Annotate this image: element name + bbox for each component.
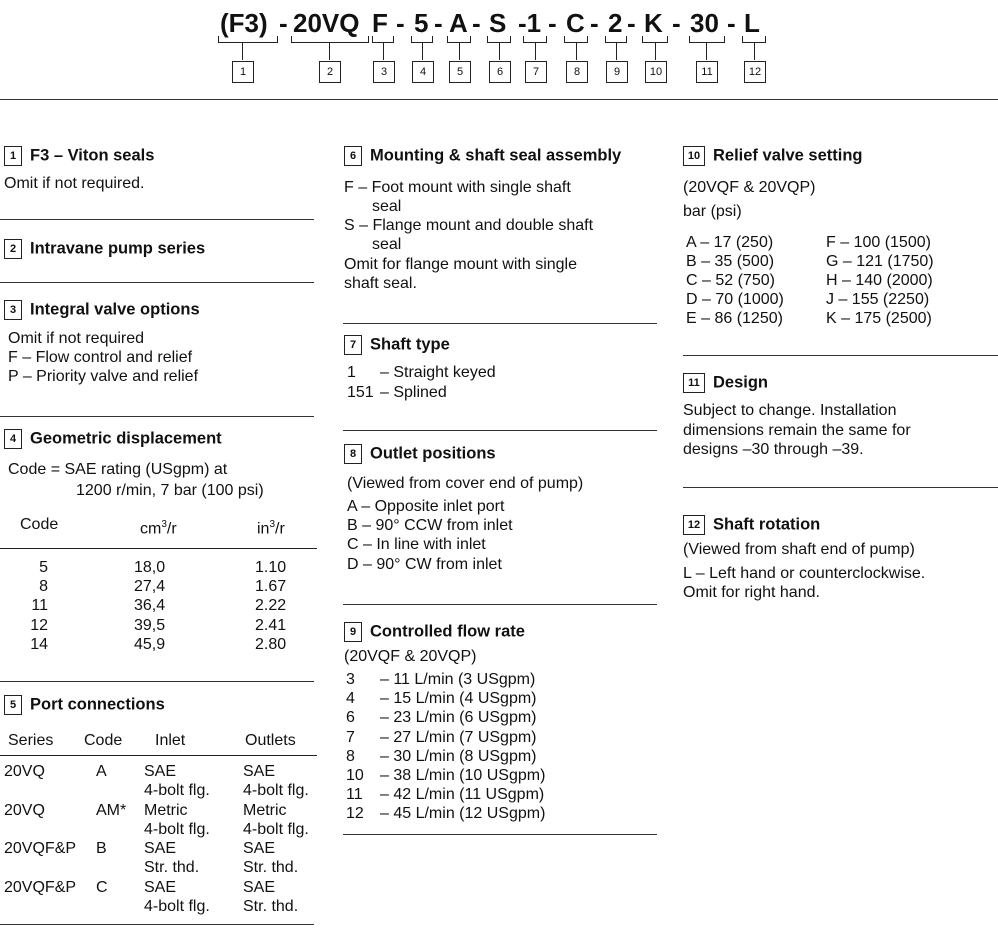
table-cell: 4-bolt flg.: [144, 782, 210, 799]
code-dash: -: [727, 8, 736, 38]
code-box-7: 7: [525, 61, 547, 83]
section-12-title: 12 Shaft rotation: [683, 515, 820, 535]
table-cell: 20VQF&P: [4, 879, 77, 896]
table-cell: SAE: [144, 840, 177, 857]
section-4-title: 4 Geometric displacement: [4, 429, 222, 449]
code-seg-series: 20VQ: [293, 8, 360, 38]
section-9-code: 11: [346, 786, 363, 803]
section-number-box: 1: [4, 146, 22, 166]
section-divider: [343, 834, 657, 835]
code-box-10: 10: [645, 61, 667, 83]
table-header: $in^3/r$: [257, 519, 285, 538]
section-3-text: F – Flow control and relief: [8, 349, 193, 366]
section-6-text: shaft seal.: [344, 275, 417, 292]
section-9-code: 10: [346, 767, 364, 784]
relief-code: H – 140 (2000): [826, 272, 933, 289]
section-number-box: 2: [4, 239, 22, 259]
code-seg-ports: A: [449, 8, 468, 38]
section-9-title: 9 Controlled flow rate: [344, 622, 525, 642]
table-cell: 2.41: [255, 617, 287, 634]
table-cell: SAE: [144, 763, 177, 780]
section-9-code: 12: [346, 805, 364, 822]
section-divider: [0, 219, 314, 220]
section-10-text: (20VQF & 20VQP): [683, 179, 816, 196]
section-number-box: 5: [4, 695, 22, 715]
table-cell: 20VQ: [4, 802, 45, 819]
table-cell: 11: [31, 597, 48, 614]
relief-code: K – 175 (2500): [826, 310, 932, 327]
table-header: Inlet: [155, 732, 186, 749]
code-seg-shaft: -1: [518, 8, 542, 38]
table-cell: C: [96, 879, 108, 896]
section-10-text: bar (psi): [683, 203, 742, 220]
table-cell: 20VQ: [4, 763, 45, 780]
section-number-box: 12: [683, 515, 705, 535]
section-6-text: Omit for flange mount with single: [344, 256, 577, 273]
table-cell: 27,4: [134, 578, 166, 595]
relief-code: F – 100 (1500): [826, 234, 931, 251]
table-cell: SAE: [243, 879, 276, 896]
section-7-title: 7 Shaft type: [344, 335, 450, 355]
section-3-text: P – Priority valve and relief: [8, 368, 199, 385]
relief-code: G – 121 (1750): [826, 253, 934, 270]
table-cell: 12: [30, 617, 48, 634]
table-header: $cm^3/r$: [140, 519, 177, 538]
section-number-box: 11: [683, 373, 705, 393]
table-cell: 4-bolt flg.: [144, 821, 210, 838]
code-box-6: 6: [489, 61, 511, 83]
table-header: Outlets: [245, 732, 296, 749]
code-box-12: 12: [744, 61, 766, 83]
table-cell: Str. thd.: [243, 898, 299, 915]
section-7-text: – Straight keyed: [380, 364, 496, 381]
section-7-code: 1: [347, 364, 356, 381]
section-9-text: – 23 L/min (6 USgpm): [380, 709, 537, 726]
section-8-text: D – 90° CW from inlet: [347, 556, 502, 573]
section-9-code: 4: [346, 690, 355, 707]
code-box-2: 2: [319, 61, 341, 83]
section-number-box: 8: [344, 444, 362, 464]
table-cell: SAE: [243, 763, 276, 780]
section-8-text: B – 90° CCW from inlet: [347, 517, 513, 534]
code-box-9: 9: [606, 61, 628, 83]
code-seg-design: 30: [690, 8, 719, 38]
section-7-text: – Splined: [380, 384, 447, 401]
relief-code: D – 70 (1000): [686, 291, 784, 308]
section-11-title: 11 Design: [683, 373, 768, 393]
section-4-text: 1200 r/min, 7 bar (100 psi): [76, 482, 264, 499]
table-header: Code: [84, 732, 123, 749]
table-cell: Metric: [243, 802, 287, 819]
section-7-code: 151: [347, 384, 374, 401]
relief-code: C – 52 (750): [686, 272, 775, 289]
section-11-text: dimensions remain the same for: [683, 422, 911, 439]
section-8-text: C – In line with inlet: [347, 536, 486, 553]
section-9-text: – 45 L/min (12 USgpm): [380, 805, 546, 822]
section-divider: [683, 355, 998, 356]
section-9-code: 7: [346, 729, 355, 746]
table-header: Code: [20, 516, 59, 533]
section-6-text: S – Flange mount and double shaft: [344, 217, 594, 234]
section-9-text: – 38 L/min (10 USgpm): [380, 767, 546, 784]
section-4-text: Code = SAE rating (USgpm) at: [8, 461, 228, 478]
code-dash: -: [434, 8, 443, 38]
table-cell: 4-bolt flg.: [243, 782, 309, 799]
section-8-text: (Viewed from cover end of pump): [347, 475, 584, 492]
table-cell: Metric: [144, 802, 188, 819]
section-divider: [0, 924, 314, 925]
code-seg-mounting: S: [489, 8, 507, 38]
section-divider: [343, 430, 657, 431]
code-seg-relief: K: [644, 8, 663, 38]
section-number-box: 9: [344, 622, 362, 642]
section-6-text: seal: [372, 198, 402, 215]
section-number-box: 6: [344, 146, 362, 166]
section-9-text: – 42 L/min (11 USgpm): [380, 786, 545, 803]
code-seg-displacement: 5: [414, 8, 429, 38]
section-divider: [343, 604, 657, 605]
table-cell: SAE: [243, 840, 276, 857]
code-bracket: [218, 36, 278, 43]
code-box-11: 11: [696, 61, 718, 83]
code-dash: -: [590, 8, 599, 38]
code-dash: -: [279, 8, 288, 38]
table-cell: 2.22: [255, 597, 287, 614]
code-box-8: 8: [566, 61, 588, 83]
section-8-title: 8 Outlet positions: [344, 444, 496, 464]
section-number-box: 3: [4, 300, 22, 320]
relief-code: E – 86 (1250): [686, 310, 783, 327]
table-cell: 5: [39, 559, 48, 576]
code-box-4: 4: [412, 61, 434, 83]
code-dash: -: [627, 8, 636, 38]
table-cell: 45,9: [134, 636, 166, 653]
table-cell: 36,4: [134, 597, 166, 614]
code-seg-rotation: L: [744, 8, 760, 38]
relief-code: B – 35 (500): [686, 253, 775, 270]
code-box-5: 5: [449, 61, 471, 83]
code-seg-outlet: C: [566, 8, 585, 38]
table-cell: 8: [39, 578, 48, 595]
table-cell: A: [96, 763, 107, 780]
section-divider: [0, 282, 314, 283]
table-cell: SAE: [144, 879, 177, 896]
table-cell: 1.10: [255, 559, 287, 576]
code-box-3: 3: [373, 61, 395, 83]
section-2-title: 2 Intravane pump series: [4, 239, 205, 259]
relief-code: A – 17 (250): [686, 234, 774, 251]
section-3-text: Omit if not required: [8, 330, 145, 347]
section-11-text: designs –30 through –39.: [683, 441, 864, 458]
section-6-text: seal: [372, 236, 402, 253]
code-dash: -: [672, 8, 681, 38]
table-cell: AM*: [96, 802, 127, 819]
section-5-title: 5 Port connections: [4, 695, 165, 715]
section-9-text: – 27 L/min (7 USgpm): [380, 729, 537, 746]
code-dash: -: [548, 8, 557, 38]
section-12-text: L – Left hand or counterclockwise.: [683, 565, 926, 582]
code-seg-f3: (F3): [220, 8, 268, 38]
section-8-text: A – Opposite inlet port: [347, 498, 505, 515]
table-cell: Str. thd.: [144, 859, 200, 876]
section-3-title: 3 Integral valve options: [4, 300, 200, 320]
section-9-text: – 15 L/min (4 USgpm): [380, 690, 537, 707]
section-divider: [0, 681, 314, 682]
code-dash: -: [472, 8, 481, 38]
section-9-text: – 11 L/min (3 USgpm): [380, 671, 536, 688]
table-cell: 20VQF&P: [4, 840, 77, 857]
section-9-code: 8: [346, 748, 355, 765]
section-10-title: 10 Relief valve setting: [683, 146, 862, 166]
code-box-1: 1: [232, 61, 254, 83]
table-cell: 18,0: [134, 559, 166, 576]
section-1-title: 1 F3 – Viton seals: [4, 146, 154, 166]
section-divider: [683, 487, 998, 488]
table-cell: 4-bolt flg.: [144, 898, 210, 915]
section-divider: [343, 323, 657, 324]
section-9-text: – 30 L/min (8 USgpm): [380, 748, 537, 765]
code-seg-flow: 2: [608, 8, 623, 38]
code-dash: -: [396, 8, 405, 38]
header-divider: [0, 99, 998, 100]
code-seg-valve: F: [372, 8, 388, 38]
section-number-box: 7: [344, 335, 362, 355]
section-number-box: 10: [683, 146, 705, 166]
section-9-code: 3: [346, 671, 355, 688]
section-9-code: 6: [346, 709, 355, 726]
relief-code: J – 155 (2250): [826, 291, 930, 308]
section-12-text: (Viewed from shaft end of pump): [683, 541, 915, 558]
section-9-subtitle: (20VQF & 20VQP): [344, 648, 477, 665]
table-cell: 14: [30, 636, 48, 653]
table-cell: B: [96, 840, 107, 857]
table-cell: 2.80: [255, 636, 287, 653]
section-1-text: Omit if not required.: [4, 175, 145, 192]
table-cell: 39,5: [134, 617, 166, 634]
table-cell: 4-bolt flg.: [243, 821, 309, 838]
table-cell: 1.67: [255, 578, 287, 595]
table-header: Series: [8, 732, 54, 749]
section-6-title: 6 Mounting & shaft seal assembly: [344, 146, 621, 166]
section-11-text: Subject to change. Installation: [683, 402, 897, 419]
table-cell: Str. thd.: [243, 859, 299, 876]
section-divider: [0, 416, 314, 417]
section-6-text: F – Foot mount with single shaft: [344, 179, 571, 196]
section-12-text: Omit for right hand.: [683, 584, 820, 601]
section-number-box: 4: [4, 429, 22, 449]
